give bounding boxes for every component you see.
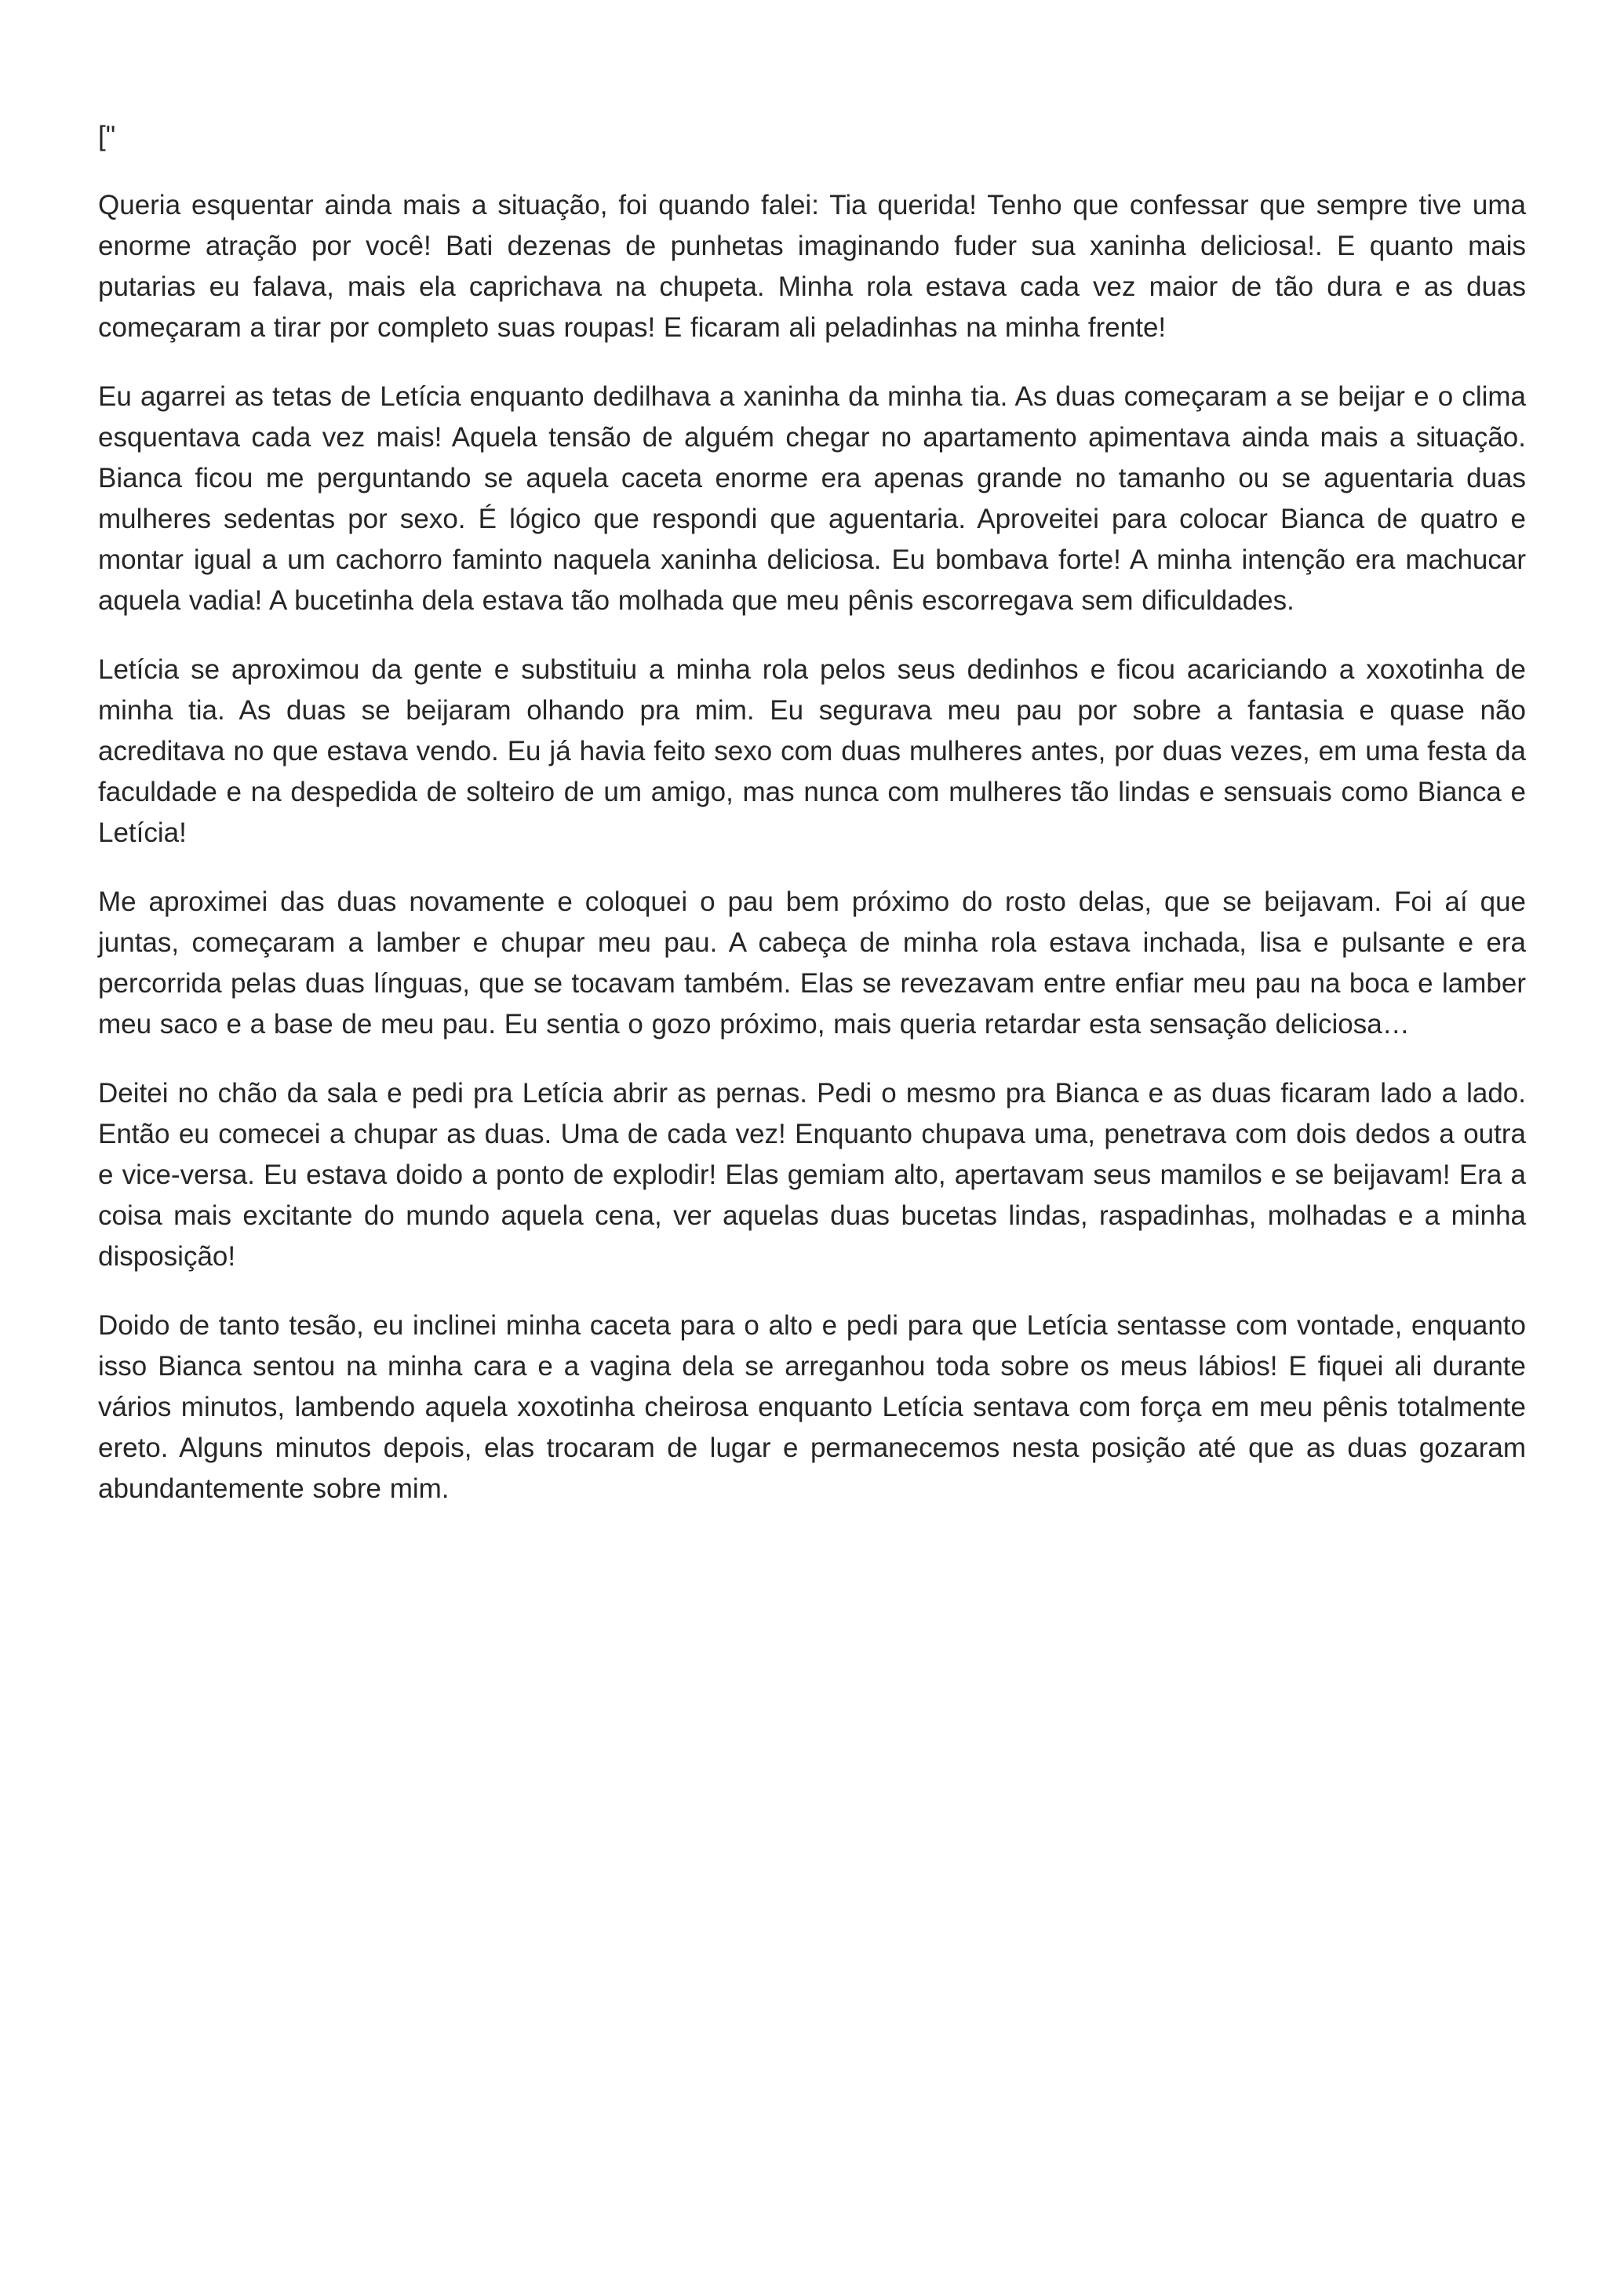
paragraph-6: Doido de tanto tesão, eu inclinei minha caceta para o alto e pedi para que Letícia sentasse com vontade, enquanto isso Bianca sentou na minha cara e a vagina dela se arreganhou toda sobre os meus lábios! E fiquei ali durante vários minutos, lambendo aquela xoxotinha cheirosa enquanto Letícia sentava com força em meu pênis totalmente ereto. Alguns minutos depois, elas trocaram de lugar e permanecemos nesta posição até que as duas gozaram abundantemente sobre mim.: [98, 1310, 1526, 1504]
paragraph-1: Queria esquentar ainda mais a situação, foi quando falei: Tia querida! Tenho que confessar que sempre tive uma enorme atração por você! Bati dezenas de punhetas imaginando fuder sua xaninha deliciosa!. E quanto mais putarias eu falava, mais ela caprichava na chupeta. Minha rola estava cada vez maior de tão dura e as duas começaram a tirar por completo suas roupas! E ficaram ali peladinhas na minha frente!: [98, 190, 1526, 343]
paragraph-3: Letícia se aproximou da gente e substituiu a minha rola pelos seus dedinhos e ficou acariciando a xoxotinha de minha tia. As duas se beijaram olhando pra mim. Eu segurava meu pau por sobre a fantasia e quase não acreditava no que estava vendo. Eu já havia feito sexo com duas mulheres antes, por duas vezes, em uma festa da faculdade e na despedida de solteiro de um amigo, mas nunca com mulheres tão lindas e sensuais como Bianca e Letícia!: [98, 654, 1526, 848]
paragraph-2: Eu agarrei as tetas de Letícia enquanto dedilhava a xaninha da minha tia. As duas começaram a se beijar e o clima esquentava cada vez mais! Aquela tensão de alguém chegar no apartamento apimentava ainda mais a situação. Bianca ficou me perguntando se aquela caceta enorme era apenas grande no tamanho ou se aguentaria duas mulheres sedentas por sexo. É lógico que respondi que aguentaria. Aproveitei para colocar Bianca de quatro e montar igual a um cachorro faminto naquela xaninha deliciosa. Eu bombava forte! A minha intenção era machucar aquela vadia! A bucetinha dela estava tão molhada que meu pênis escorregava sem dificuldades.: [98, 381, 1526, 616]
json-fragment-text: [": [98, 121, 116, 151]
paragraph-5: Deitei no chão da sala e pedi pra Letícia abrir as pernas. Pedi o mesmo pra Bianca e as duas ficaram lado a lado. Então eu comecei a chupar as duas. Uma de cada vez! Enquanto chupava uma, penetrava com dois dedos a outra e vice-versa. Eu estava doido a ponto de explodir! Elas gemiam alto, apertavam seus mamilos e se beijavam! Era a coisa mais excitante do mundo aquela cena, ver aquelas duas bucetas lindas, raspadinhas, molhadas e a minha disposição!: [98, 1078, 1526, 1272]
paragraph-4: Me aproximei das duas novamente e coloquei o pau bem próximo do rosto delas, que se beijavam. Foi aí que juntas, começaram a lamber e chupar meu pau. A cabeça de minha rola estava inchada, lisa e pulsante e era percorrida pelas duas línguas, que se tocavam também. Elas se revezavam entre enfiar meu pau na boca e lamber meu saco e a base de meu pau. Eu sentia o gozo próximo, mais queria retardar esta sensação deliciosa…: [98, 887, 1526, 1040]
